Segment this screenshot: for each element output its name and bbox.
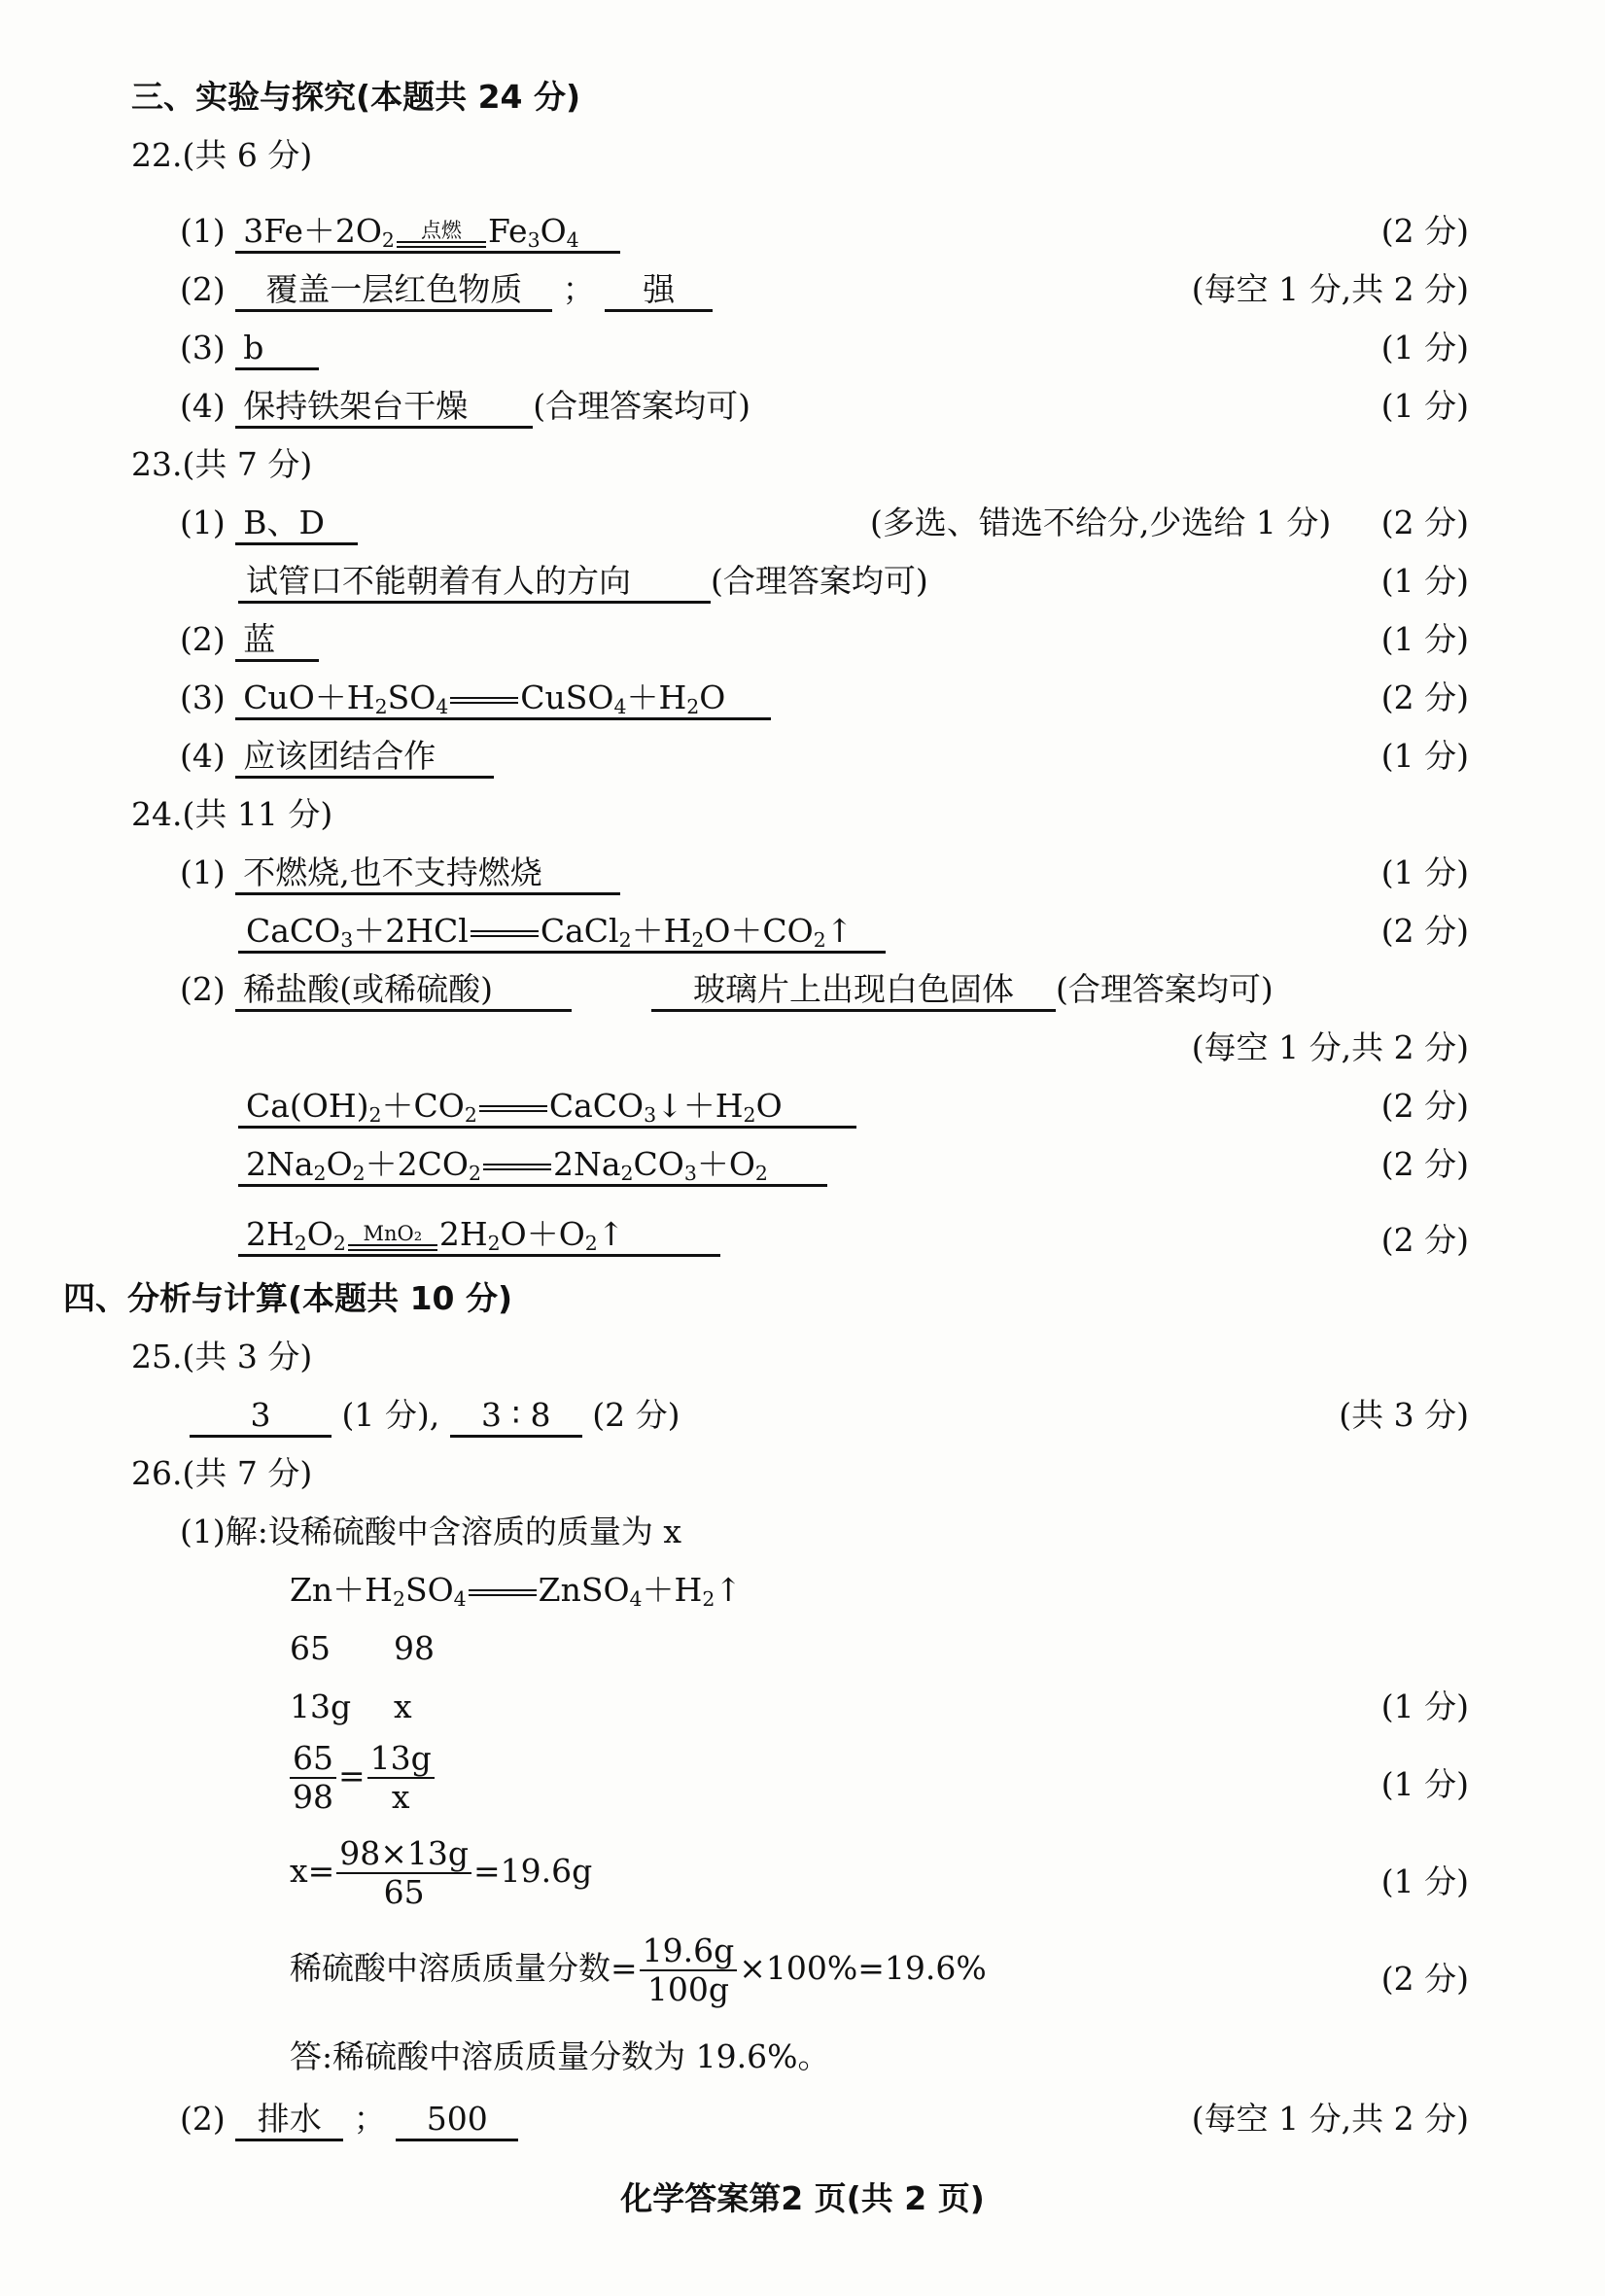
q26-heading: 26.(共 7 分) — [131, 1454, 313, 1492]
q26-solution-intro: (1)解:设稀硫酸中含溶质的质量为 x — [180, 1513, 681, 1550]
q26-score-4: (2 分) — [1380, 1960, 1469, 1998]
q22-2-answer-2: 强 — [605, 270, 713, 312]
q22-1-label: (1) — [180, 212, 226, 250]
q25-answer-2: 3 ∶ 8 — [450, 1396, 582, 1438]
q24-eq3-score: (2 分) — [1380, 1221, 1469, 1259]
q26-answer: 答:稀硫酸中溶质质量分数为 19.6%。 — [290, 2037, 830, 2075]
numerator: 65 — [290, 1740, 336, 1779]
x-result: =19.6g — [473, 1852, 593, 1890]
q23-3-label: (3) — [180, 678, 226, 716]
q26-2-label: (2) — [180, 2100, 226, 2138]
q24-1b-equation: CaCO$_3$＋2HCl $CaCl_2+H_2O+CO_2↑$ — [238, 912, 886, 954]
q26-molar-mass-zn: 65 — [290, 1629, 331, 1667]
q23-1b-score: (1 分) — [1380, 562, 1469, 600]
q26-score-1: (1 分) — [1380, 1687, 1469, 1725]
q24-eq3 — [238, 1215, 720, 1257]
q24-2-b — [651, 970, 1274, 1012]
q25-score: (共 3 分) — [1339, 1396, 1469, 1434]
q25-heading: 25.(共 3 分) — [131, 1338, 313, 1375]
page-footer: 化学答案第2 页(共 2 页) — [620, 2179, 985, 2217]
q22-1-score: (2 分) — [1380, 212, 1469, 250]
q24-eq3-equation: $2H_2O_2$ MnO₂ $2H_2O+O_2↑$ — [238, 1215, 720, 1257]
q24-eq1-equation: $Ca(OH)_2+CO_2$ $CaCO_3↓+H_2O$ — [238, 1087, 856, 1129]
q23-1-score: (2 分) — [1380, 504, 1469, 541]
q26-percentage — [290, 1932, 987, 2008]
q23-1b-note: (合理答案均可) — [711, 562, 928, 600]
q24-1-label: (1) — [180, 853, 226, 891]
q23-4-label: (4) — [180, 737, 226, 775]
q24-2 — [180, 970, 572, 1012]
q23-4-answer: 应该团结合作 — [235, 737, 494, 779]
sub: 2 — [381, 228, 395, 253]
q24-heading: 24.(共 11 分) — [131, 795, 333, 833]
q26-2-score: (每空 1 分,共 2 分) — [1191, 2100, 1469, 2138]
q24-2-answer-2: 玻璃片上出现白色固体 — [651, 970, 1056, 1012]
fraction — [640, 1932, 738, 2008]
q23-3 — [180, 678, 771, 720]
q22-3-score: (1 分) — [1380, 329, 1469, 366]
q23-1-label: (1) — [180, 504, 226, 541]
numerator: 13g — [367, 1740, 435, 1779]
q23-1 — [180, 504, 358, 545]
q22-1-reactants: 3Fe＋2O — [243, 212, 382, 250]
condition-text: MnO₂ — [363, 1221, 423, 1245]
equals-sign — [483, 1164, 551, 1170]
q24-1-answer: 不燃烧,也不支持燃烧 — [235, 853, 620, 895]
q26-2-answer-1: 排水 — [235, 2100, 343, 2141]
q23-2-label: (2) — [180, 620, 226, 658]
q26-mass-x: x — [394, 1687, 412, 1725]
sub: 4 — [566, 228, 579, 253]
q24-eq2 — [238, 1145, 827, 1187]
equals-sign — [450, 697, 518, 704]
q22-1-answer — [235, 212, 620, 254]
fraction — [290, 1740, 336, 1816]
q26-molar-mass-h2so4: 98 — [394, 1629, 435, 1667]
q24-eq1-score: (2 分) — [1380, 1087, 1469, 1125]
q24-1 — [180, 853, 620, 895]
fraction — [367, 1740, 435, 1816]
q23-heading: 23.(共 7 分) — [131, 445, 313, 483]
q22-2-answer-1: 覆盖一层红色物质 — [235, 270, 552, 312]
equals-sign — [471, 930, 539, 937]
separator: ； — [353, 2100, 386, 2138]
q22-2-label: (2) — [180, 270, 226, 308]
q22-4-score: (1 分) — [1380, 387, 1469, 425]
q22-2-score: (每空 1 分,共 2 分) — [1191, 270, 1469, 308]
q23-1b — [238, 562, 928, 604]
sub: 3 — [527, 228, 541, 253]
q22-3-answer: b — [235, 329, 319, 370]
q22-3 — [180, 329, 319, 370]
q26-mass-zn: 13g — [290, 1687, 352, 1725]
q26-score-2: (1 分) — [1380, 1765, 1469, 1803]
q24-1b-score: (2 分) — [1380, 912, 1469, 950]
equals-sign — [348, 1244, 437, 1251]
q26-solve-x — [290, 1835, 592, 1911]
q26-score-3: (1 分) — [1380, 1862, 1469, 1900]
equals-sign — [397, 241, 486, 248]
q24-2-note: (合理答案均可) — [1056, 970, 1274, 1008]
q24-2-score: (每空 1 分,共 2 分) — [1191, 1028, 1469, 1066]
q24-1-score: (1 分) — [1380, 853, 1469, 891]
q23-2 — [180, 620, 319, 662]
q24-1b — [238, 912, 886, 954]
q22-4 — [180, 387, 750, 429]
q24-2-label: (2) — [180, 970, 226, 1008]
q24-eq2-score: (2 分) — [1380, 1145, 1469, 1183]
q26-proportion: $\frac{65}{98}$ = $\frac{13g}{x}$ — [288, 1740, 436, 1816]
q23-4-score: (1 分) — [1380, 737, 1469, 775]
q24-eq2-equation: $2Na_2O_2+2CO_2$ $2Na_2CO_3+O_2$ — [238, 1145, 827, 1187]
reaction-condition — [348, 1223, 437, 1251]
q22-4-label: (4) — [180, 387, 226, 425]
q25-answer-line — [190, 1396, 680, 1438]
denominator: x — [391, 1778, 410, 1816]
percentage-result: ×100%=19.6% — [739, 1949, 987, 1987]
q24-eq1 — [238, 1087, 856, 1129]
q23-3-score: (2 分) — [1380, 678, 1469, 716]
q23-1b-answer: 试管口不能朝着有人的方向 — [238, 562, 711, 604]
q23-2-answer: 蓝 — [235, 620, 319, 662]
q22-1 — [180, 212, 620, 254]
x-equals: x= — [290, 1852, 335, 1890]
q22-4-answer: 保持铁架台干燥 — [235, 387, 533, 429]
reaction-condition — [397, 220, 486, 248]
q26-equation: $Zn+H_2SO_4$ $ZnSO_4+H_2↑$ — [290, 1571, 742, 1612]
numerator: 98×13g — [336, 1835, 471, 1874]
percentage-label: 稀硫酸中溶质质量分数= — [290, 1949, 638, 1987]
q25-score-1: (1 分), — [341, 1396, 440, 1434]
product: Fe — [487, 212, 528, 250]
q25-score-2: (2 分) — [592, 1396, 680, 1434]
q23-3-equation: $CuO+H_2SO_4$ $CuSO_4+H_2O$ — [235, 678, 771, 720]
equals-sign — [479, 1105, 547, 1112]
q22-2 — [180, 270, 713, 312]
equals-sign — [469, 1589, 537, 1596]
q22-heading: 22.(共 6 分) — [131, 136, 313, 174]
section-4-heading: 四、分析与计算(本题共 10 分) — [63, 1279, 513, 1317]
q25-answer-1: 3 — [190, 1396, 331, 1438]
section-3-heading: 三、实验与探究(本题共 24 分) — [131, 78, 581, 116]
numerator: 19.6g — [640, 1932, 738, 1971]
condition-text: 点燃 — [420, 218, 462, 242]
q24-2-answer-1: 稀盐酸(或稀硫酸) — [235, 970, 572, 1012]
q23-1-answer: B、D — [235, 504, 358, 545]
denominator: 65 — [383, 1873, 425, 1911]
denominator: 98 — [293, 1778, 333, 1816]
separator: ； — [562, 270, 595, 308]
q22-3-label: (3) — [180, 329, 226, 366]
q23-2-score: (1 分) — [1380, 620, 1469, 658]
product: O — [540, 212, 567, 250]
q26-2 — [180, 2100, 518, 2141]
q22-4-note: (合理答案均可) — [533, 387, 750, 425]
denominator: 100g — [646, 1970, 730, 2008]
fraction — [336, 1835, 471, 1911]
q26-2-answer-2: 500 — [396, 2100, 518, 2141]
q23-1-note: (多选、错选不给分,少选给 1 分) — [870, 504, 1332, 541]
q23-4 — [180, 737, 494, 779]
